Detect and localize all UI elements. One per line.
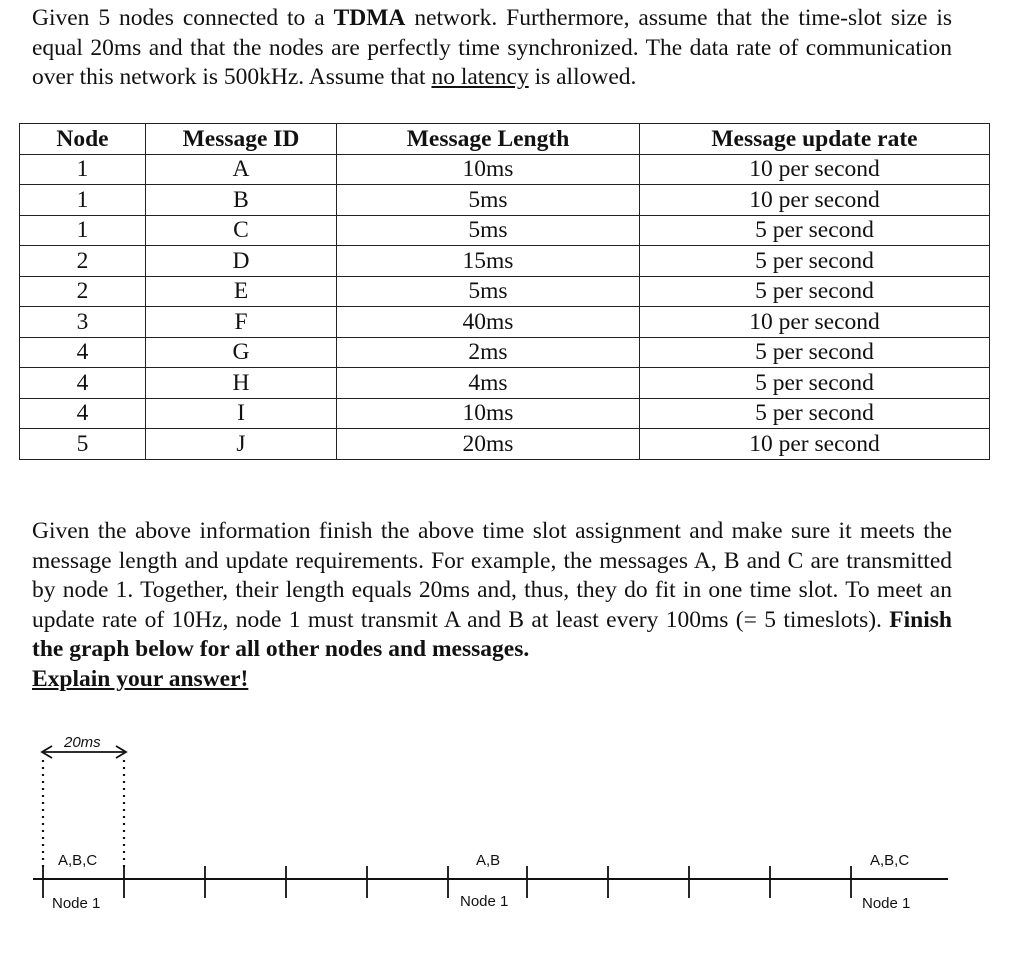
table-row [20, 246, 990, 277]
cell-update-rate: 10 per second [640, 185, 990, 216]
cell-node: 1 [20, 185, 146, 216]
header-node: Node [20, 124, 146, 155]
cell-node: 1 [20, 154, 146, 185]
cell-node: 3 [20, 307, 146, 338]
cell-message-id: I [146, 398, 337, 429]
cell-message-length: 20ms [337, 429, 640, 460]
table-row [20, 185, 990, 216]
header-update-rate: Message update rate [640, 124, 990, 155]
slot-node-1: Node 1 [52, 895, 101, 912]
table-row [20, 368, 990, 399]
cell-message-length: 40ms [337, 307, 640, 338]
cell-message-id: B [146, 185, 337, 216]
instructions-body: Given the above information finish the above time slot assignment and make sure it meets the message length and update requirements. For example, the messages A, B and C are transmitted by node 1. Together, their length equals 20ms and, thus, they do fit in one time slot. To meet an update rate of 10Hz, node 1 must transmit A and B at least every 100ms (= 5 timeslots). [32, 518, 952, 633]
table-row [20, 307, 990, 338]
slot-ticks [43, 866, 851, 898]
cell-message-length: 2ms [337, 337, 640, 368]
cell-update-rate: 10 per second [640, 429, 990, 460]
intro-text-1: Given 5 nodes connected to a [32, 5, 334, 31]
slot-node-11: Node 1 [862, 895, 911, 912]
slot-width-label: 20ms [64, 734, 101, 751]
cell-message-id: A [146, 154, 337, 185]
cell-node: 2 [20, 246, 146, 277]
table-row [20, 429, 990, 460]
table-row [20, 154, 990, 185]
cell-node: 2 [20, 276, 146, 307]
intro-no-latency: no latency [431, 64, 529, 90]
cell-message-length: 5ms [337, 276, 640, 307]
timeslot-diagram [0, 720, 1024, 920]
intro-text-2: network. Furthermore, assume that the time-slot size is equal 20ms and that the nodes are perfectly time synchronized. The data rate of communication over this network is 500kHz. Assume that [32, 5, 952, 90]
cell-update-rate: 5 per second [640, 337, 990, 368]
cell-message-length: 15ms [337, 246, 640, 277]
cell-message-id: J [146, 429, 337, 460]
cell-message-length: 4ms [337, 368, 640, 399]
cell-update-rate: 5 per second [640, 368, 990, 399]
cell-node: 4 [20, 337, 146, 368]
intro-text-3: is allowed. [528, 64, 637, 90]
cell-update-rate: 5 per second [640, 398, 990, 429]
cell-update-rate: 5 per second [640, 246, 990, 277]
cell-node: 4 [20, 368, 146, 399]
instructions-explain: Explain your answer! [32, 665, 249, 692]
instructions-bold: Finish the graph below for all other nodes and messages. [32, 606, 952, 662]
cell-message-id: E [146, 276, 337, 307]
slot-messages-6: A,B [476, 852, 501, 869]
slot-node-6: Node 1 [460, 893, 509, 910]
cell-message-id: D [146, 246, 337, 277]
instructions-text [32, 517, 952, 694]
cell-node: 4 [20, 398, 146, 429]
header-message-id: Message ID [146, 124, 337, 155]
intro-tdma-bold: TDMA [333, 5, 406, 31]
cell-update-rate: 10 per second [640, 154, 990, 185]
table-header-row [20, 124, 990, 155]
cell-update-rate: 5 per second [640, 215, 990, 246]
table-row [20, 337, 990, 368]
cell-message-id: C [146, 215, 337, 246]
message-table [19, 123, 990, 460]
cell-node: 5 [20, 429, 146, 460]
cell-message-id: F [146, 307, 337, 338]
cell-message-length: 5ms [337, 215, 640, 246]
cell-update-rate: 5 per second [640, 276, 990, 307]
cell-node: 1 [20, 215, 146, 246]
slot-messages-1: A,B,C [58, 852, 98, 869]
slot-messages-11: A,B,C [870, 852, 910, 869]
cell-message-id: G [146, 337, 337, 368]
table-row [20, 276, 990, 307]
cell-update-rate: 10 per second [640, 307, 990, 338]
header-message-length: Message Length [337, 124, 640, 155]
cell-message-id: H [146, 368, 337, 399]
problem-statement [32, 4, 952, 93]
cell-message-length: 10ms [337, 154, 640, 185]
cell-message-length: 5ms [337, 185, 640, 216]
cell-message-length: 10ms [337, 398, 640, 429]
table-row [20, 398, 990, 429]
table-row [20, 215, 990, 246]
